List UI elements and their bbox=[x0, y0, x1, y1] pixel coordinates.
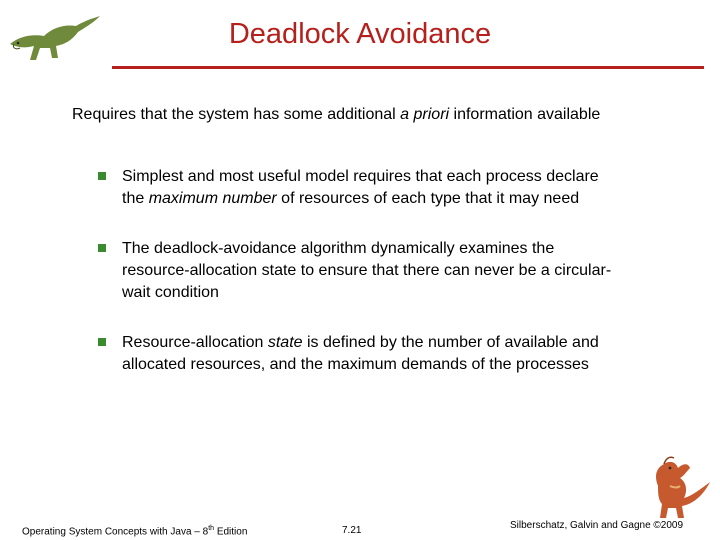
footer-edition-sup: th bbox=[208, 525, 215, 532]
bullet-item-model bbox=[96, 166, 616, 210]
slide-title: Deadlock Avoidance bbox=[228, 18, 492, 50]
intro-text-start: Requires that the system has some additional bbox=[72, 106, 401, 123]
intro-paragraph bbox=[72, 104, 632, 126]
bullet-text-start: Simplest and most useful model requires that each process declare the bbox=[122, 168, 599, 207]
intro-italic: a priori bbox=[400, 106, 450, 123]
footer-authors: Silberschatz, Galvin and Gagne ©2009 bbox=[510, 520, 684, 531]
bullet-text-start: The deadlock-avoidance algorithm dynamically examines the resource-allocation state to ensure that there can never be a circular-wait condition bbox=[122, 240, 612, 301]
bullet-text-end: is defined by the number of available and allocated resources, and the maximum demands of the processes bbox=[122, 334, 599, 373]
square-bullet-icon bbox=[98, 172, 106, 180]
bullet-italic: maximum number bbox=[148, 190, 277, 207]
title-underline-thin bbox=[416, 66, 704, 69]
square-bullet-icon bbox=[98, 244, 106, 252]
square-bullet-icon bbox=[98, 338, 106, 346]
bullet-text-start: Resource-allocation bbox=[122, 334, 268, 351]
intro-text-end: information available bbox=[449, 106, 601, 123]
bullet-item-state bbox=[96, 332, 616, 376]
footer-page-number: 7.21 bbox=[342, 525, 362, 536]
bullet-item-algorithm bbox=[96, 238, 616, 304]
bullet-list bbox=[96, 166, 616, 404]
footer-book-text: Operating System Concepts with Java – 8 bbox=[22, 526, 209, 538]
footer-book-title bbox=[22, 525, 247, 537]
bullet-text-end: of resources of each type that it may need bbox=[276, 190, 580, 207]
bullet-italic: state bbox=[267, 334, 303, 351]
title-underline-thick bbox=[112, 66, 416, 69]
dinosaur-mascot-icon bbox=[630, 446, 712, 522]
footer-edition-word: Edition bbox=[214, 526, 248, 538]
